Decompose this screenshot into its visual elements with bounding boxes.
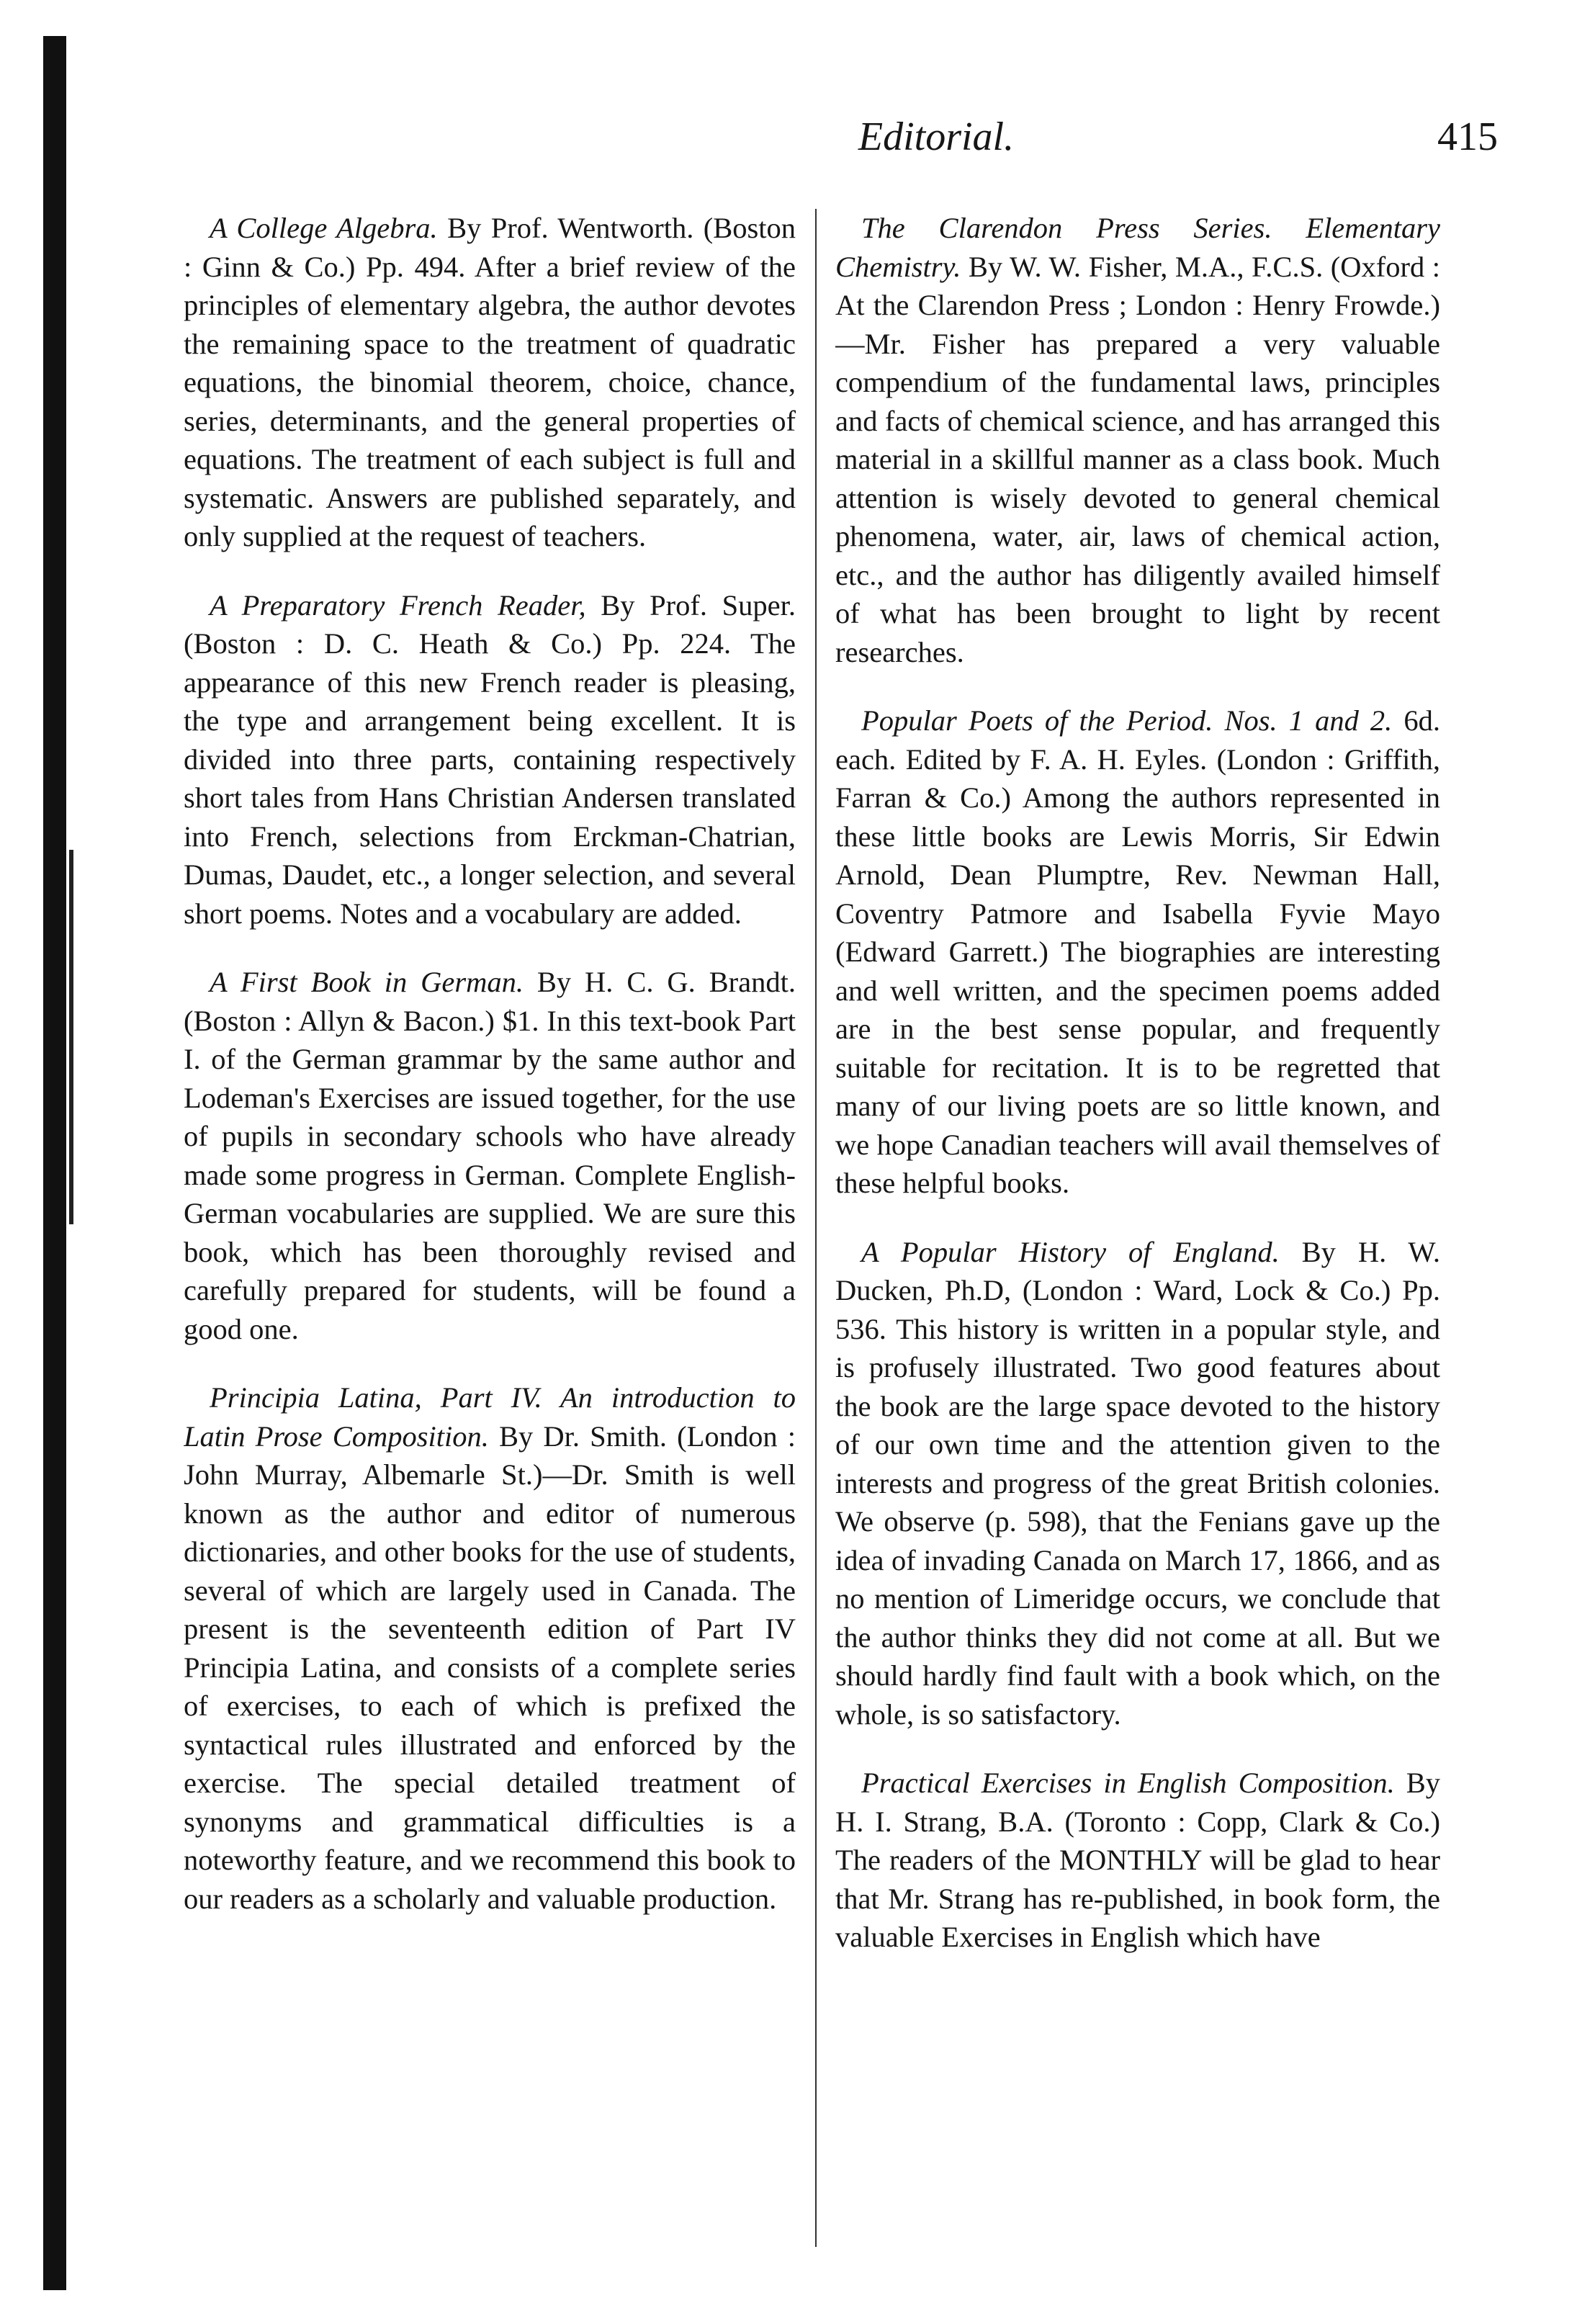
review-body: By Prof. Super. (Boston : D. C. Heath & Co.) Pp. 224. The appearance of this new French reader is pleasing, the type and arrangement being excellent. It is divided into three parts, containing respectively short tales from Hans Christian Andersen translated into French, selections from Erckman-Chatrian, Dumas, Daudet, etc., a longer selection, and several short poems. Notes and a vocabulary are added. [184,588,796,930]
running-head [216,108,1512,187]
binding-edge [43,36,66,2290]
review-body: By H. W. Ducken, Ph.D, (London : Ward, Lock & Co.) Pp. 536. This history is written in a popular style, and is profusely illustrated. Two good features about the book are the large space devoted to the history of our own time and the attention given to the interests and progress of the great British colonies. We observe (p. 598), that the Fenians gave up the idea of invading Canada on March 17, 1866, and as no mention of Limeridge occurs, we conclude that the author thinks they did not come at all. But we should hardly find fault with a book which, on the whole, is so satisfactory. [835,1235,1440,1731]
review-body: By Dr. Smith. (London : John Murray, Albemarle St.)—Dr. Smith is well known as the author and editor of numerous dictionaries, and other books for the use of students, several of which are largely used in Canada. The present is the seventeenth edition of Part IV Principia Latina, and consists of a complete series of exercises, to each of which is prefixed the syntactical rules illustrated and enforced by the exercise. The special detailed treatment of synonyms and grammatical difficulties is a noteworthy feature, and we recommend this book to our readers as a scholarly and valuable production. [184,1419,796,1915]
review-title: The Clarendon Press Series. Elementary Chemistry. [835,212,1440,283]
review-entry [835,701,1440,1203]
review-entry [835,1233,1440,1734]
review-entry [184,586,796,933]
review-title: A Preparatory French Reader, [210,588,586,622]
review-body: By Prof. Wentworth. (Boston : Ginn & Co.) Pp. 494. After a brief review of the principles of elementary algebra, the author devotes the remaining space to the treatment of quadratic equations, the binomial theorem, choice, chance, series, determinants, and the general properties of equations. The treatment of each subject is full and systematic. Answers are published separately, and only supplied at the request of teachers. [184,212,796,552]
review-entry [835,1764,1440,1957]
review-entry [184,209,796,556]
page-title: Editorial. [858,115,1015,159]
right-column [835,209,1440,2269]
review-title: Practical Exercises in English Composition. [861,1767,1395,1799]
review-title: A First Book in German. [210,966,524,998]
review-title: Principia Latina, Part IV. An introduction to Latin Prose Composition. [184,1381,796,1453]
review-title: A Popular History of England. [861,1235,1280,1268]
review-entry [184,1378,796,1918]
review-title: Popular Poets of the Period. Nos. 1 and 2. [861,704,1393,737]
review-body: By H. C. G. Brandt. (Boston : Allyn & Bacon.) $1. In this text-book Part I. of the German grammar by the same author and Lodeman's Exercises are issued together, for the use of pupils in secondary schools who have already made some progress in German. Complete English-German vocabularies are supplied. We are sure this book, which has been thoroughly revised and carefully prepared for students, will be found a good one. [184,966,796,1345]
review-body: By H. I. Strang, B.A. (Toronto : Copp, Clark & Co.) The readers of the MONTHLY will be glad to hear that Mr. Strang has re-published, in book form, the valuable Exercises in English which have [835,1767,1440,1953]
column-rule [815,209,817,2247]
review-body: 6d. each. Edited by F. A. H. Eyles. (London : Griffith, Farran & Co.) Among the authors represented in these little books are Lewis Morris, Sir Edwin Arnold, Dean Plumptre, Rev. Newman Hall, Coventry Patmore and Isabella Fyvie Mayo (Edward Garrett.) The biographies are interesting and well written, and the specimen poems added are in the best sense popular, and frequently suitable for recitation. It is to be regretted that many of our living poets are so little known, and we hope Canadian teachers will avail themselves of these helpful books. [835,704,1440,1199]
review-title: A College Algebra. [210,212,438,244]
review-entry [835,209,1440,671]
left-column [184,209,796,2269]
review-body: By W. W. Fisher, M.A., F.C.S. (Oxford : At the Clarendon Press ; London : Henry Frowde.)—Mr. Fisher has prepared a very valuable compendium of the fundamental laws, principles and facts of chemical science, and has arranged this material in a skillful manner as a class book. Much attention is wisely devoted to general chemical phenomena, water, air, laws of chemical action, etc., and the author has diligently availed himself of what has been brought to light by recent researches. [835,250,1440,668]
review-entry [184,963,796,1348]
binding-shadow [69,850,73,1224]
page-number: 415 [1437,115,1498,159]
